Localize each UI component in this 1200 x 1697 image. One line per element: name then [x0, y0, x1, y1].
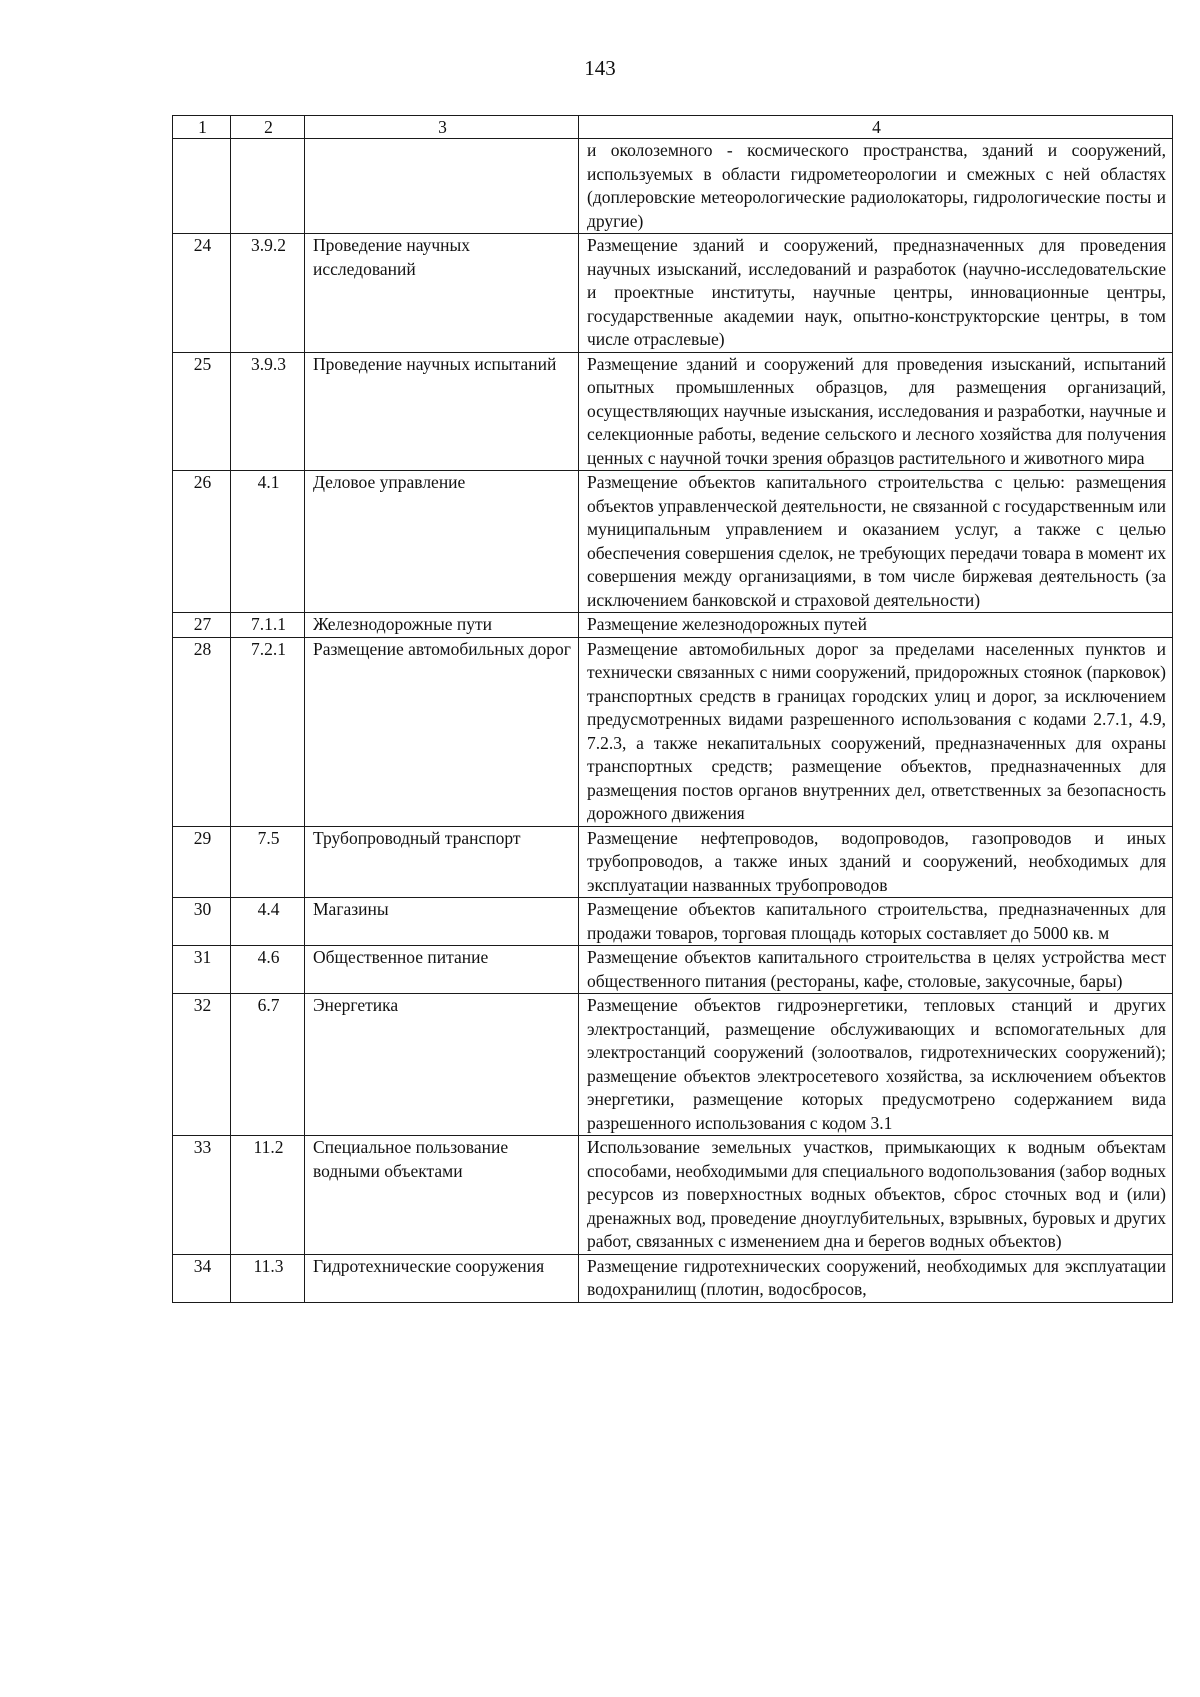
row-number: 31 [173, 946, 231, 994]
use-description: Размещение зданий и сооружений, предназначенных для проведения научных изысканий, исследований и разработок (научно-исследовательские и проектные институты, научные центры, инновационные центры, государственные академии наук, опытно-конструкторские центры, в том числе отраслевые) [579, 234, 1173, 353]
use-name: Проведение научных испытаний [305, 352, 579, 471]
use-name: Специальное пользование водными объектами [305, 1136, 579, 1255]
use-code: 7.2.1 [231, 637, 305, 826]
table-row [173, 946, 1173, 994]
use-description: Размещение нефтепроводов, водопроводов, газопроводов и иных трубопроводов, а также иных зданий и сооружений, необходимых для эксплуатации названных трубопроводов [579, 826, 1173, 898]
use-code: 3.9.3 [231, 352, 305, 471]
use-code: 7.1.1 [231, 613, 305, 638]
use-name: Железнодорожные пути [305, 613, 579, 638]
use-description: Размещение объектов гидроэнергетики, тепловых станций и других электростанций, размещение обслуживающих и вспомогательных для электростанций сооружений (золоотвалов, гидротехнических сооружений); размещение объектов электросетевого хозяйства, за исключением объектов энергетики, размещение которых предусмотрено содержанием вида разрешенного использования с кодом 3.1 [579, 994, 1173, 1136]
column-header: 3 [305, 116, 579, 139]
use-description: Использование земельных участков, примыкающих к водным объектам способами, необходимыми для специального водопользования (забор водных ресурсов из поверхностных водных объектов, сброс сточных вод и (или) дренажных вод, проведение дноуглубительных, взрывных, буровых и других работ, связанных с изменением дна и берегов водных объектов) [579, 1136, 1173, 1255]
use-name: Магазины [305, 898, 579, 946]
row-number: 30 [173, 898, 231, 946]
row-number: 24 [173, 234, 231, 353]
use-name: Деловое управление [305, 471, 579, 613]
use-description: Размещение автомобильных дорог за пределами населенных пунктов и технически связанных с ними сооружений, придорожных стоянок (парковок) транспортных средств в границах городских улиц и дорог, за исключением предусмотренных видами разрешенного использования с кодами 2.7.1, 4.9, 7.2.3, а также некапитальных сооружений, предназначенных для охраны транспортных средств; размещение объектов, предназначенных для размещения постов органов внутренних дел, ответственных за безопасность дорожного движения [579, 637, 1173, 826]
table-row [173, 637, 1173, 826]
use-description: Размещение зданий и сооружений для проведения изысканий, испытаний опытных промышленных образцов, для размещения организаций, осуществляющих научные изыскания, исследования и разработки, научные и селекционные работы, ведение сельского и лесного хозяйства для получения ценных с научной точки зрения образцов растительного и животного мира [579, 352, 1173, 471]
column-header: 4 [579, 116, 1173, 139]
use-description: Размещение объектов капитального строительства, предназначенных для продажи товаров, торговая площадь которых составляет до 5000 кв. м [579, 898, 1173, 946]
use-description: Размещение объектов капитального строительства с целью: размещения объектов управленческой деятельности, не связанной с государственным или муниципальным управлением и оказанием услуг, а также с целью обеспечения совершения сделок, не требующих передачи товара в момент их совершения между организациями, в том числе биржевая деятельность (за исключением банковской и страховой деятельности) [579, 471, 1173, 613]
column-header: 1 [173, 116, 231, 139]
use-name: Проведение научных исследований [305, 234, 579, 353]
use-code: 4.6 [231, 946, 305, 994]
use-code: 6.7 [231, 994, 305, 1136]
table-row [173, 1136, 1173, 1255]
row-number: 26 [173, 471, 231, 613]
row-number: 32 [173, 994, 231, 1136]
use-description: Размещение железнодорожных путей [579, 613, 1173, 638]
row-number: 25 [173, 352, 231, 471]
table-row [173, 234, 1173, 353]
page-number: 143 [584, 56, 616, 80]
table-row [173, 1254, 1173, 1302]
use-code: 11.3 [231, 1254, 305, 1302]
use-description: и околоземного - космического пространства, зданий и сооружений, используемых в области гидрометеорологии и смежных с ней областях (доплеровские метеорологические радиолокаторы, гидрологические посты и другие) [579, 139, 1173, 234]
row-number: 29 [173, 826, 231, 898]
use-name: Трубопроводный транспорт [305, 826, 579, 898]
table-row [173, 994, 1173, 1136]
use-name: Общественное питание [305, 946, 579, 994]
land-use-table [172, 115, 1173, 1303]
use-name: Размещение автомобильных дорог [305, 637, 579, 826]
table-row [173, 352, 1173, 471]
use-code: 4.1 [231, 471, 305, 613]
table-row [173, 826, 1173, 898]
use-name: Гидротехнические сооружения [305, 1254, 579, 1302]
table-header-row [173, 116, 1173, 139]
row-number: 33 [173, 1136, 231, 1255]
use-description: Размещение объектов капитального строительства в целях устройства мест общественного питания (рестораны, кафе, столовые, закусочные, бары) [579, 946, 1173, 994]
row-number: 28 [173, 637, 231, 826]
table-row [173, 613, 1173, 638]
use-code: 7.5 [231, 826, 305, 898]
use-name: Энергетика [305, 994, 579, 1136]
use-code: 3.9.2 [231, 234, 305, 353]
use-description: Размещение гидротехнических сооружений, необходимых для эксплуатации водохранилищ (плотин, водосбросов, [579, 1254, 1173, 1302]
row-number [173, 139, 231, 234]
row-number: 27 [173, 613, 231, 638]
row-number: 34 [173, 1254, 231, 1302]
table-row [173, 471, 1173, 613]
column-header: 2 [231, 116, 305, 139]
use-code: 11.2 [231, 1136, 305, 1255]
table-row [173, 898, 1173, 946]
use-name [305, 139, 579, 234]
table-row [173, 139, 1173, 234]
use-code: 4.4 [231, 898, 305, 946]
use-code [231, 139, 305, 234]
